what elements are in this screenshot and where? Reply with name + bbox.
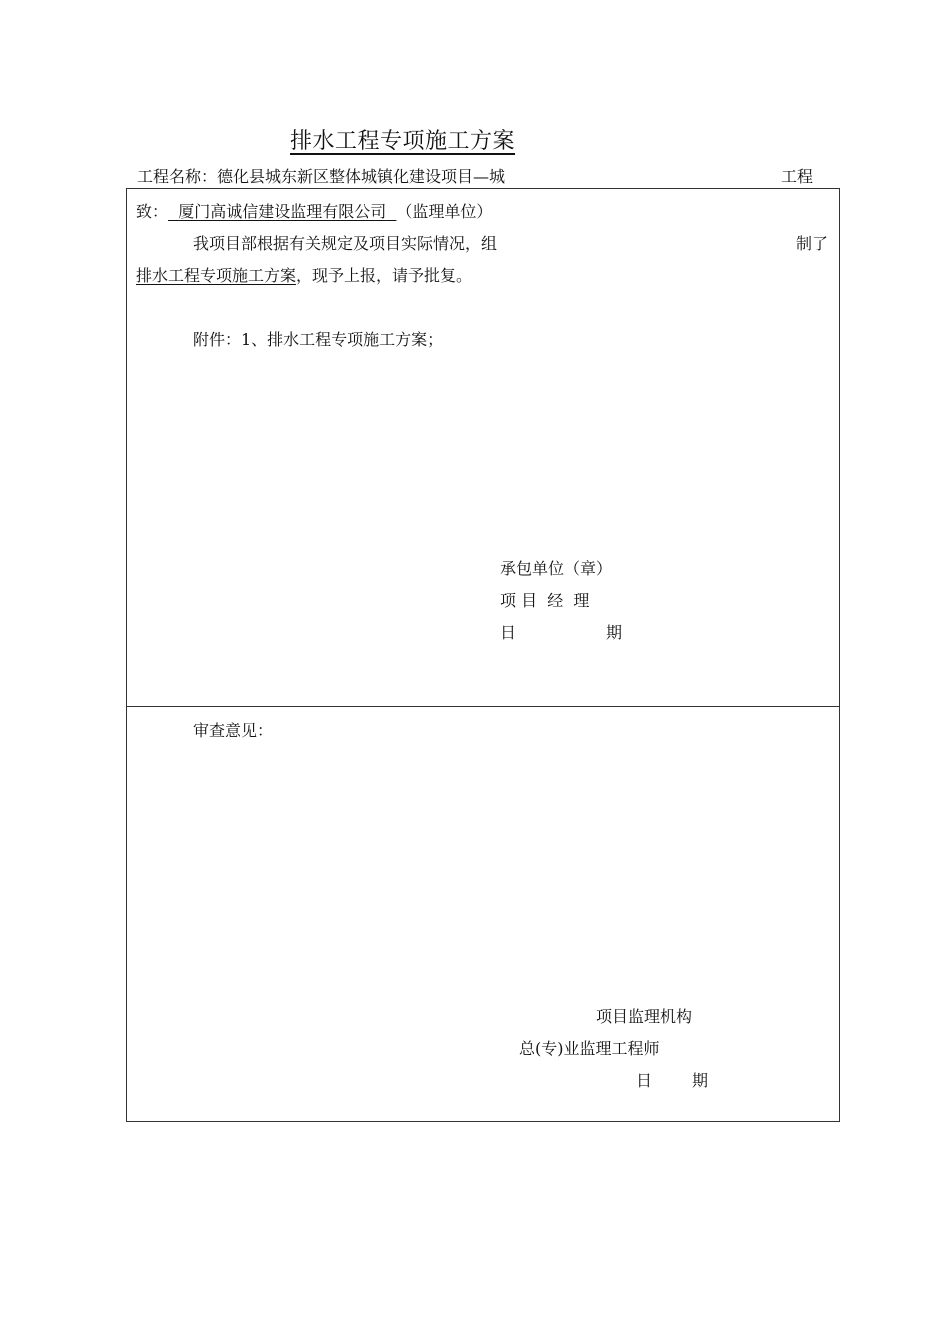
page-title: 排水工程专项施工方案 (290, 129, 516, 154)
body-line-1-end: 制了 (796, 234, 829, 253)
unit-role: （监理单位） (396, 202, 493, 221)
supervision-org-label: 项目监理机构 (596, 1007, 693, 1026)
body-line-2 (136, 263, 472, 286)
plan-document-name: 排水工程专项施工方案 (136, 266, 297, 285)
supervisor-date-label-left: 日 (636, 1071, 653, 1090)
obscured-region (558, 150, 776, 190)
recipient-line (136, 199, 492, 222)
supervisor-company: 厦门高诚信建设监理有限公司 (178, 202, 387, 221)
body-line-2-rest: ，现予上报，请予批复。 (296, 266, 473, 285)
project-name: 德化县城东新区整体城镇化建设项目—城 (217, 167, 506, 186)
project-label: 工程名称： (137, 167, 218, 186)
body-line-1: 我项目部根据有关规定及项目实际情况，组 (193, 234, 498, 253)
obscured-region-2 (560, 224, 780, 252)
chief-engineer-label: 总(专)业监理工程师 (519, 1039, 660, 1058)
supervisor-date-label-right: 期 (692, 1071, 709, 1090)
review-opinion-label: 审查意见： (193, 721, 274, 740)
contractor-seal-label: 承包单位（章） (500, 559, 613, 578)
contractor-date-label-left: 日 (500, 623, 517, 642)
project-manager-label: 项 目 经 理 (500, 591, 590, 610)
attachment-line: 附件：1、排水工程专项施工方案； (193, 330, 444, 349)
to-prefix: 致： (136, 202, 169, 221)
project-name-tail: 工程 (780, 167, 813, 186)
contractor-date-label-right: 期 (606, 623, 623, 642)
review-section (126, 706, 840, 1122)
